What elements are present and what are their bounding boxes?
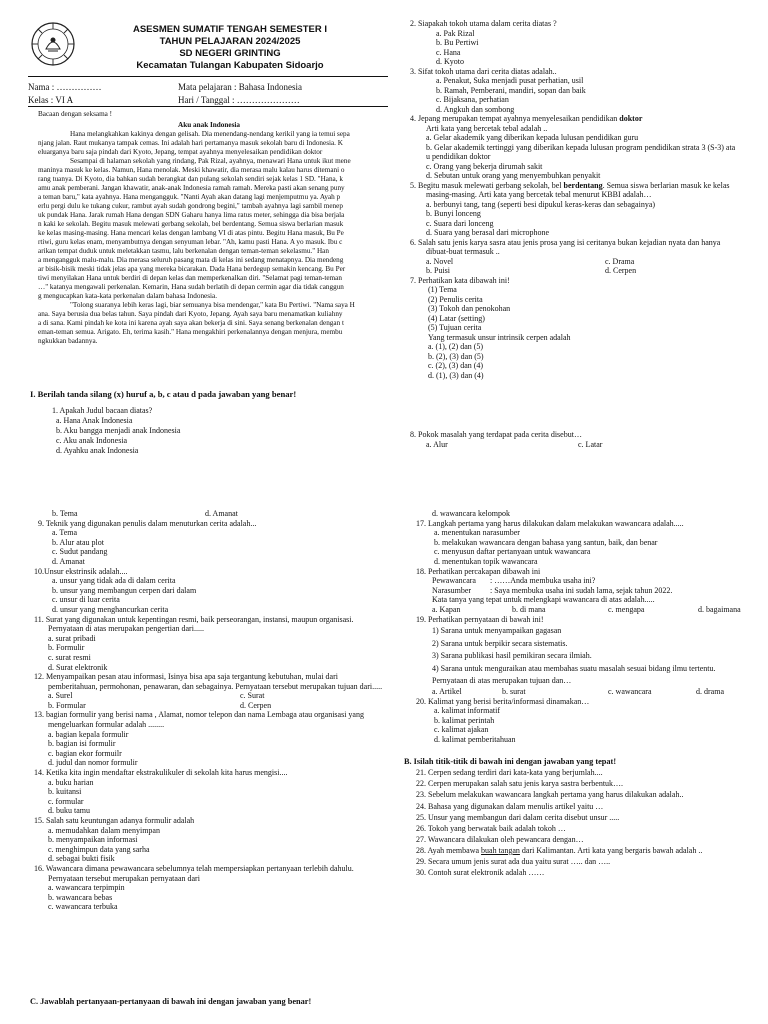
q9-option-b[interactable]: b. Alur atau plot xyxy=(52,537,104,547)
q9-option-a[interactable]: a. Tema xyxy=(52,528,78,538)
q19-option-a[interactable]: a. Artikel xyxy=(432,687,462,697)
q15-option-d[interactable]: d. sebagai bukti fisik xyxy=(48,854,115,864)
question-5-text xyxy=(410,181,760,191)
question-3-text: 3. Sifat tokoh utama dari cerita diatas adalah.. xyxy=(410,66,557,76)
q3-option-c[interactable]: c. Bijaksana, perhatian xyxy=(436,95,509,104)
section-c-title: C. Jawablah pertanyaan-pertanyaan di bawah ini dengan jawaban yang benar! xyxy=(30,997,312,1006)
q12-option-c[interactable]: c. Surat xyxy=(240,691,265,701)
question-6-text: 6. Salah satu jenis karya sasra atau jenis prosa yang isi ceritanya bukan kejadian nyata dan hanya xyxy=(410,237,721,247)
question-6-subtext: dibuat-buat termasuk .. xyxy=(426,247,500,256)
q19-list-4: 4) Sarana untuk menguraikan atau membahas suatu masalah sesuai bidang ilmu tertentu. xyxy=(432,663,716,673)
q14-option-a[interactable]: a. buku harian xyxy=(48,777,94,787)
q17-option-b[interactable]: b. melakukan wawancara dengan bahasa yang santun, baik, dan benar xyxy=(434,537,658,547)
q3-option-a[interactable]: a. Penakut, Suka menjadi pusat perhatian, usil xyxy=(436,76,584,85)
passage-line: n kaki ke sekolah. Begitu masuk melewati gerbang sekolah, bel berdentang. Semua siswa berlarian masuk xyxy=(38,220,344,228)
passage-line: tiwi menyilakan Hana untuk berdiri di depan kelas dan memperkenalkan diri. "Selamat pagi teman-teman xyxy=(38,274,342,282)
passage-line: rtiwi, guru kelas enam, menyambutnya dengan senyuman lebar. "Ah, kamu pasti Hana. A yo masuk. Ibu c xyxy=(38,238,343,246)
question-16-text: 16. Wawancara dimana pewawancara sebelumnya telah mempersiapkan pertanyaan terlebih dahulu. xyxy=(34,863,354,873)
q5-option-b[interactable]: b. Bunyi lonceng xyxy=(426,209,481,218)
q10-option-c[interactable]: c. unsur di luar cerita xyxy=(52,595,120,605)
q7-list-4: (4) Latar (setting) xyxy=(428,313,485,323)
q7-option-d[interactable]: d. (1), (3) dan (4) xyxy=(428,370,484,380)
q16-option-d[interactable]: d. wawancara kelompok xyxy=(432,509,510,518)
question-7-text: 7. Perhatikan kata dibawah ini! xyxy=(410,275,510,285)
q4-option-b[interactable]: b. Gelar akademik tertinggi yang diberikan kepada lulusan program pendidikan strata 3 (S-3) ata xyxy=(426,142,736,152)
q6-options-row2 xyxy=(410,266,760,276)
question-11-subtext: Pernyataan di atas merupakan pengertian dari..... xyxy=(48,624,204,634)
q18-line-1 xyxy=(404,576,764,586)
school-emblem-icon xyxy=(30,21,76,67)
q8-options-row1 xyxy=(410,440,760,450)
q1-option-d[interactable]: d. Ayahku anak Indonesia xyxy=(56,446,139,455)
passage-line: g mengucapkan kata-kata perkenalan dalam bahasa Indonesia. xyxy=(38,292,218,300)
q6-option-c[interactable]: c. Drama xyxy=(605,256,635,266)
q18-option-a[interactable]: a. Kapan xyxy=(432,604,461,614)
q3-option-d[interactable]: d. Angkuh dan sombong xyxy=(436,104,515,114)
question-28 xyxy=(404,846,764,856)
question-13-subtext: mengeluarkan formular adalah ........ xyxy=(48,720,165,730)
q6-option-a[interactable]: a. Novel xyxy=(426,256,454,266)
question-19-text: 19. Perhatikan pernyataan di bawah ini! xyxy=(416,614,544,624)
q18-option-d[interactable]: d. bagaimana xyxy=(698,604,741,614)
q5-text-part: 5. Begitu masuk melewati gerbang sekolah, bel xyxy=(410,180,564,190)
q5-option-c[interactable]: c. Suara dari lonceng xyxy=(426,218,494,228)
header-rule-top xyxy=(28,76,388,77)
question-1 xyxy=(30,406,390,456)
q7-option-c[interactable]: c. (2), (3) dan (4) xyxy=(428,361,484,370)
question-8 xyxy=(410,430,760,449)
q18-options xyxy=(404,605,764,615)
question-26: 26. Tokoh yang berwatak baik adalah tokoh … xyxy=(416,823,566,833)
q19-options xyxy=(404,687,764,697)
question-14-text: 14. Ketika kita ingin mendaftar ekstrakulikuler di sekolah kita harus mengisi.... xyxy=(34,768,288,778)
question-18-subtext: Kata tanya yang tepat untuk melengkapi wawancara di atas adalah..... xyxy=(432,595,655,605)
question-27: 27. Wawancara dilakukan oleh pewancara dengan… xyxy=(416,834,584,844)
q14-option-b[interactable]: b. kuitansi xyxy=(48,787,82,797)
date-field: Hari / Tanggal : ………………… xyxy=(178,95,300,105)
q18-option-b[interactable]: b. di mana xyxy=(512,604,546,614)
passage-line: …" katanya mengawali perkenalan. Kemarin, Hana sudah berlatih di depan cermin agar dia tidak canggun xyxy=(38,283,344,291)
q18-source-label: Narasumber xyxy=(432,585,472,595)
left-column-bottom xyxy=(30,509,400,912)
question-29: 29. Secara umum jenis surat ada dua yaitu surat ….. dan ….. xyxy=(416,857,611,866)
q4-option-a[interactable]: a. Gelar akademik yang diberikan kepada lulusan pendidikan guru xyxy=(426,133,639,142)
q19-option-c[interactable]: c. wawancara xyxy=(608,687,652,697)
q13-option-d[interactable]: d. judul dan nomor formulir xyxy=(48,758,138,768)
q7-option-b[interactable]: b. (2), (3) dan (5) xyxy=(428,351,484,361)
q16-option-a[interactable]: a. wawancara terpimpin xyxy=(48,883,125,893)
passage-line: ke kelas masing-masing. Hana mencari kelas dengan lambang VI di atas pintu. Begitu Hana masuk, Bu Pe xyxy=(38,229,344,237)
question-20-text: 20. Kalimat yang berisi berita/informasi dinamakan… xyxy=(416,696,590,706)
q2-option-a[interactable]: a. Pak Rizal xyxy=(436,28,475,38)
q28-text-part2: dari Kalimantan. Arti kata yang bergaris bawah adalah .. xyxy=(519,845,703,855)
question-8-text: 8. Pokok masalah yang terdapat pada cerita disebut… xyxy=(410,430,582,439)
passage-line: a di sana. Kami pindah ke kota ini karena ayah saya akan bekerja di sini. Saya senang berkenalan dengan t xyxy=(38,319,344,327)
q19-list-2: 2) Sarana untuk berpikir secara sistematis. xyxy=(432,638,568,648)
passage-line: eluarganya baru saja pindah dari Kyoto, Jepang, tempat ayahnya menyelesaikan pendidikan doktor xyxy=(38,148,323,156)
q13-option-a[interactable]: a. bagian kepala formulir xyxy=(48,729,129,739)
passage-line: amu anak pemberani. Jangan khawatir, anak-anak Indonesia ramah ramah. Mereka pasti akan senang puny xyxy=(38,184,345,192)
q8-option-d[interactable]: d. Amanat xyxy=(205,509,238,518)
q10-option-b[interactable]: b. unsur yang membangun cerpen dari dalam xyxy=(52,585,197,595)
reading-passage xyxy=(30,110,388,346)
q17-option-c[interactable]: c. menyusun daftar pertanyaan untuk wawancara xyxy=(434,547,591,557)
q4-option-c[interactable]: c. Orang yang bekerja dirumah sakit xyxy=(426,161,543,171)
section-b-title: B. Isilah titik-titik di bawah ini dengan jawaban yang tepat! xyxy=(404,756,617,766)
exam-header xyxy=(80,24,380,72)
header-school: SD NEGERI GRINTING xyxy=(179,47,281,59)
q12-options-row1 xyxy=(30,691,400,701)
q20-option-a[interactable]: a. kalimat informatif xyxy=(434,706,500,716)
passage-line: ana. Saya berusia dua belas tahun. Saya pindah dari Kyoto, Jepang. Ayah saya baru menamatkan kuliahny xyxy=(38,310,343,318)
q18-line-2 xyxy=(404,586,764,596)
q12-options-row2 xyxy=(30,701,400,711)
q7-option-a[interactable]: a. (1), (2) dan (5) xyxy=(428,342,484,351)
question-4-subtext: Arti kata yang bercetak tebal adalah .. xyxy=(426,123,548,133)
passage-title: Aku anak Indonesia xyxy=(178,121,240,129)
question-16-subtext: Pernyataan tersebut merupakan pernyataan dari xyxy=(48,873,200,883)
q15-option-b[interactable]: b. menyampaikan informasi xyxy=(48,835,138,845)
q7-list-5: (5) Tujuan cerita xyxy=(428,323,482,332)
question-15-text: 15. Salah satu keuntungan adanya formulir adalah xyxy=(34,816,195,825)
q11-option-b[interactable]: b. Formulir xyxy=(48,643,85,653)
q5-text-part2: . Semua siswa berlarian masuk ke kelas xyxy=(602,180,730,190)
q5-bold-word: berdentang xyxy=(563,180,603,190)
q7-list-1: (1) Tema xyxy=(428,285,457,294)
passage-line: rang tuanya. Di Kyoto, dia bahkan sudah berangkat dan pulang sekolah sendiri sejak kelas 1 SD. "Hana, k xyxy=(38,175,343,183)
student-info xyxy=(28,81,388,107)
q18-source-text: : Saya membuka usaha ini sudah lama, sejak tahun 2022. xyxy=(490,585,673,595)
q13-option-b[interactable]: b. bagian isi formulir xyxy=(48,739,116,749)
q4-option-b-cont: u pendidikan doktor xyxy=(426,152,491,161)
q7-list-2: (2) Penulis cerita xyxy=(428,294,483,304)
question-10-text: 10.Unsur ekstrinsik adalah.... xyxy=(34,566,128,576)
q15-option-a[interactable]: a. memudahkan dalam menyimpan xyxy=(48,825,160,835)
q1-option-a[interactable]: a. Hana Anak Indonesia xyxy=(56,416,133,425)
q20-option-c[interactable]: c. kalimat ajakan xyxy=(434,725,489,735)
question-2-text: 2. Siapakah tokoh utama dalam cerita diatas ? xyxy=(410,19,557,28)
passage-body xyxy=(30,130,388,346)
question-5-subtext: masing-masing. Arti kata yang bercetak tebal menurut KBBI adalah… xyxy=(426,190,652,199)
q5-option-a[interactable]: a. berbunyi tang, tang (seperti besi dipukul keras-keras dan sebagainya) xyxy=(426,199,656,209)
q15-option-c[interactable]: c. menghimpun data yang sarha xyxy=(48,844,150,854)
right-column-bottom xyxy=(404,509,764,878)
q18-interviewer-label: Pewawancara xyxy=(432,576,476,586)
q19-list-3: 3) Sarana publikasi hasil pemikiran secara ilmiah. xyxy=(432,651,592,661)
question-23: 23. Sebelum melakukan wawancara langkah pertama yang harus dilakukan adalah.. xyxy=(416,790,684,800)
header-district: Kecamatan Tulangan Kabupaten Sidoarjo xyxy=(136,59,324,71)
question-1-text: 1. Apakah Judul bacaan diatas? xyxy=(52,406,153,415)
header-year: TAHUN PELAJARAN 2024/2025 xyxy=(159,35,301,47)
passage-instruction: Bacaan dengan seksama ! xyxy=(38,110,113,118)
q20-option-b[interactable]: b. kalimat perintah xyxy=(434,715,495,725)
header-rule-bottom xyxy=(28,106,388,107)
q1-option-b[interactable]: b. Aku bangga menjadi anak Indonesia xyxy=(56,426,181,435)
q28-text-part: 28. Ayah membawa xyxy=(416,845,482,855)
passage-line: eman-teman semua. Arigato. Eh, terima kasih." Hana mengakhiri perkenalannya dengan menjura, membu xyxy=(38,328,343,336)
question-11-text: 11. Surat yang digunakan untuk kepentingan resmi, baik perseorangan, instansi, maupun organisasi. xyxy=(34,614,354,624)
q17-option-d[interactable]: d. menentukan topik wawancara xyxy=(434,556,538,566)
q2-option-d[interactable]: d. Kyoto xyxy=(436,57,464,66)
q2-option-b[interactable]: b. Bu Pertiwi xyxy=(436,38,479,47)
q4-text-part: 4. Jepang merupakan tempat ayahnya menyelesaikan pendidikan xyxy=(410,114,620,123)
q11-option-c[interactable]: c. surat resmi xyxy=(48,652,91,662)
question-4-text xyxy=(410,114,760,124)
q11-option-a[interactable]: a. surat pribadi xyxy=(48,633,96,643)
passage-line: ar bisik-bisik meski tidak jelas apa yang mereka bicarakan. Dada Hana berdegup semakin kencang. Bu Per xyxy=(38,265,346,273)
question-30: 30. Contoh surat elektronik adalah …… xyxy=(416,868,545,878)
passage-line: "Tolong suaranya lebih keras lagi, biar semuanya bisa mendengar," kata Bu Pertiwi. "Nama saya H xyxy=(70,301,355,309)
q10-option-d[interactable]: d. unsur yang menghancurkan cerita xyxy=(52,604,169,614)
q16-option-c[interactable]: c. wawancara terbuka xyxy=(48,902,118,912)
q6-option-d[interactable]: d. Cerpen xyxy=(605,266,637,275)
q17-option-a[interactable]: a. menentukan narasumber xyxy=(434,528,520,538)
q10-option-a[interactable]: a. unsur yang tidak ada di dalam cerita xyxy=(52,576,176,586)
question-17-text: 17. Langkah pertama yang harus dilakukan dalam melakukan wawancara adalah..... xyxy=(416,518,684,528)
q8-options-row2 xyxy=(30,509,400,519)
class-field: Kelas : VI A xyxy=(28,95,74,105)
question-12-subtext: pemberitahuan, permohonan, penawaran, dan sebagainya. Pernyataan tersebut merupakan tujuan dari..... xyxy=(48,681,383,691)
q8-option-a[interactable]: a. Alur xyxy=(426,439,448,449)
question-21: 21. Cerpen sedang terdiri dari kata-kata yang berjumlah.... xyxy=(416,768,603,778)
section-i-title: I. Berilah tanda silang (x) huruf a, b, c atau d pada jawaban yang benar! xyxy=(30,389,297,399)
passage-line: Hana melangkahkan kakinya dengan gelisah. Dia menendang-nendang kerikil yang ia temui sepa xyxy=(70,130,350,138)
q14-option-c[interactable]: c. formular xyxy=(48,796,84,806)
passage-line: uk pundak Hana. Jarak rumah Hana dengan SDN Gaharu hanya lima ratus meter, sehingga dia bisa berjala xyxy=(38,211,345,219)
q20-option-d[interactable]: d. kalimat pemberitahuan xyxy=(434,735,516,745)
q19-option-b[interactable]: b. surat xyxy=(502,687,526,697)
question-19-subtext: Pernyataan di atas merupakan tujuan dan… xyxy=(432,675,572,685)
header-title: ASESMEN SUMATIF TENGAH SEMESTER I xyxy=(132,24,328,35)
q12-option-b[interactable]: b. Formular xyxy=(48,700,86,710)
passage-line: a mengangguk malu-malu. Dia merasa seluruh pasang mata di kelas ini sedang menatapnya. Dia mendeng xyxy=(38,256,344,264)
q12-option-d[interactable]: d. Cerpen xyxy=(240,700,272,710)
question-24: 24. Bahasa yang digunakan dalam menulis artikel yaitu … xyxy=(416,801,604,811)
q9-option-d[interactable]: d. Amanat xyxy=(52,556,85,566)
q12-option-a[interactable]: a. Surel xyxy=(48,691,73,701)
q8-option-b[interactable]: b. Tema xyxy=(52,509,78,518)
q6-options-row1 xyxy=(410,257,760,267)
q2-option-c[interactable]: c. Hana xyxy=(436,47,461,57)
question-9-text: 9. Teknik yang digunakan penulis dalam menuturkan cerita adalah... xyxy=(38,518,257,528)
q3-option-b[interactable]: b. Ramah, Pemberani, mandiri, sopan dan baik xyxy=(436,85,586,95)
q7-list-3: (3) Tokoh dan penokohan xyxy=(428,304,511,313)
q18-interviewer-text: : ……Anda membuka usaha ini? xyxy=(490,576,596,586)
question-13-text: 13. bagian formulir yang berisi nama , Alamat, nomor telepon dan nama Lembaga atau organisasi yang xyxy=(34,710,364,720)
q4-bold-word: doktor xyxy=(619,114,643,123)
passage-line: arikan tempat duduk untuk meletakkan tasmu, lalu berkenalan dengan teman-teman sekelasmu." Han xyxy=(38,247,329,255)
passage-line: a teman baru," kata ayahnya. Hana mengangguk. "Nanti Ayah akan datang lagi menjemputmu ya. Ayah p xyxy=(38,193,341,201)
q8-option-c[interactable]: c. Latar xyxy=(578,439,603,449)
q9-option-c[interactable]: c. Sudut pandang xyxy=(52,547,108,557)
passage-line: maninya masuk ke kelas. Namun, Hana menolak. Meski khawatir, dia merasa malu kalau harus ditemani o xyxy=(38,166,345,174)
q1-option-c[interactable]: c. Aku anak Indonesia xyxy=(56,436,128,445)
passage-line: Sesampai di halaman sekolah yang rindang, Pak Rizal, ayahnya, menawari Hana untuk ikut mene xyxy=(70,157,351,165)
q5-option-d[interactable]: d. Suara yang berasal dari microphone xyxy=(426,228,550,237)
q18-option-c[interactable]: c. mengapa xyxy=(608,604,645,614)
passage-line: njang jalan. Raut mukanya tampak cemas. Ini adalah hari pertamanya masuk sekolah baru di Indonesia. K xyxy=(38,139,343,147)
q16-option-b[interactable]: b. wawancara bebas xyxy=(48,892,113,902)
question-25: 25. Unsur yang membangun dari dalam cerita disebut unsur ..... xyxy=(416,812,620,822)
school-logo xyxy=(30,21,76,67)
q13-option-c[interactable]: c. bagian ekor formuilr xyxy=(48,748,122,758)
right-column-top xyxy=(410,19,760,380)
subject-field: Mata pelajaran : Bahasa Indonesia xyxy=(178,82,302,92)
q4-option-d[interactable]: d. Sebutan untuk orang yang menyembuhkan penyakit xyxy=(426,171,601,180)
question-18-text: 18. Perhatikan percakapan dibawah ini xyxy=(416,566,541,576)
question-12-text: 12. Menyampaikan pesan atau informasi, Isinya bisa apa saja tergantung kebutuhan, mulai dari xyxy=(34,672,338,682)
q28-underlined-word: buah tangan xyxy=(481,845,520,855)
q19-option-d[interactable]: d. drama xyxy=(696,687,724,697)
question-22: 22. Cerpen merupakan salah satu jenis karya sastra berbentuk…. xyxy=(416,779,624,789)
passage-line: ngkukkan badannya. xyxy=(38,337,98,345)
q19-list-1: 1) Sarana untuk menyampaikan gagasan xyxy=(432,626,562,636)
q14-option-d[interactable]: d. buku tamu xyxy=(48,806,90,816)
name-field: Nama : …………… xyxy=(28,82,102,92)
q6-option-b[interactable]: b. Puisi xyxy=(426,266,451,275)
q11-option-d[interactable]: d. Surat elektronik xyxy=(48,662,108,672)
question-7-subtext: Yang termasuk unsur intrinsik cerpen adalah xyxy=(428,332,571,342)
passage-line: erlu pergi dulu ke tukang cukur, rambut ayah sudah gondrong begini," tambah ayahnya lagi sambil menep xyxy=(38,202,343,210)
